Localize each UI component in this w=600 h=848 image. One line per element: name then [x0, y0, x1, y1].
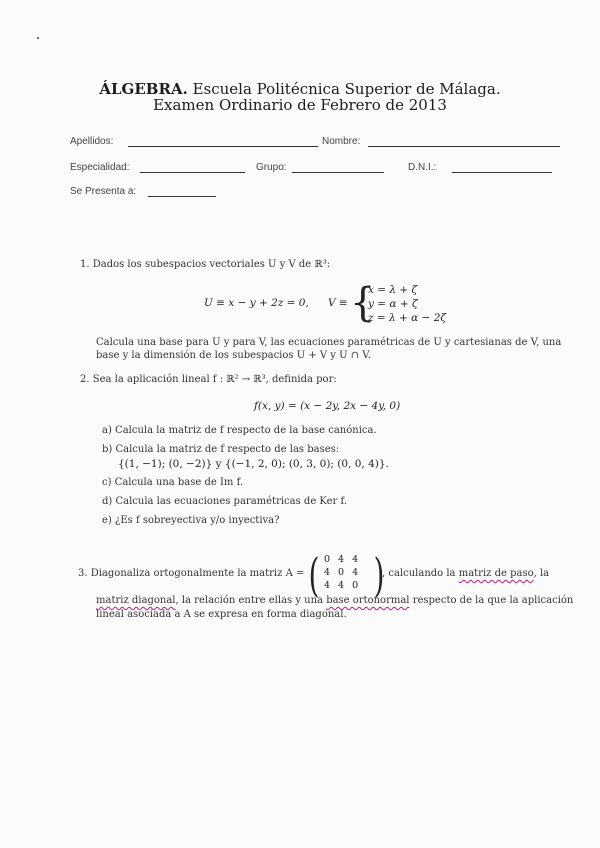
underlined-matriz-de-paso: matriz de paso [458, 568, 534, 579]
matrix-cell: 0 [338, 567, 345, 578]
dni-label: D.N.I.: [408, 162, 437, 173]
nombre-label: Nombre: [322, 136, 361, 147]
q3-line-3: lineal asociada a A se expresa en forma diagonal. [96, 609, 347, 620]
q1-v-brace: { [350, 280, 376, 326]
q2-intro: 2. Sea la aplicación lineal f : ℝ² → ℝ³, definida por: [80, 374, 337, 385]
exam-subtitle: Examen Ordinario de Febrero de 2013 [153, 96, 447, 114]
title-bold: ÁLGEBRA. [99, 80, 188, 98]
q2-item-d: d) Calcula las ecuaciones paramétricas de Ker f. [102, 496, 348, 507]
q1-body-1: Calcula una base para U y para V, las ecuaciones paramétricas de U y cartesianas de V, una [96, 337, 562, 348]
matrix-cell: 0 [324, 554, 331, 565]
matrix-cell: 4 [352, 554, 359, 565]
q3-line-2 [96, 595, 573, 607]
title-rest: Escuela Politécnica Superior de Málaga. [187, 80, 501, 98]
q1-v-line-2: y = α + ζ [368, 298, 418, 310]
matrix-row [320, 579, 362, 592]
matrix-cell: 4 [338, 554, 345, 565]
q1-u-equation: U ≡ x − y + 2z = 0, [204, 297, 309, 309]
underlined-matriz-diagonal: matriz diagonal [96, 595, 176, 606]
q3-line-1a: 3. Diagonaliza ortogonalmente la matriz A = [78, 568, 305, 579]
q3-text: , calculando la [382, 568, 456, 579]
grupo-label: Grupo: [256, 162, 287, 173]
dni-field[interactable] [452, 172, 552, 173]
apellidos-field[interactable] [128, 146, 318, 147]
q1-intro: 1. Dados los subespacios vectoriales U y V de ℝ³: [80, 259, 331, 270]
q1-v-line-3: z = λ + α − 2ζ [368, 312, 447, 324]
matrix-a [320, 553, 362, 592]
especialidad-label: Especialidad: [70, 162, 130, 173]
q2-item-e: e) ¿Es f sobreyectiva y/o inyectiva? [102, 515, 280, 526]
matrix-left-paren: ( [308, 548, 320, 602]
q3-line-1b [382, 568, 549, 580]
matrix-right-paren: ) [373, 548, 385, 602]
q3-text: , la relación entre ellas y una [175, 595, 323, 606]
q2-bases: {(1, −1); (0, −2)} y {(−1, 2, 0); (0, 3, 0); (0, 0, 4)}. [118, 458, 389, 470]
q3-text: , la [533, 568, 550, 579]
q3-text: respecto de la que la aplicación [412, 595, 574, 606]
matrix-cell: 4 [324, 580, 331, 591]
se-presenta-field[interactable] [148, 196, 216, 197]
matrix-cell: 4 [352, 567, 359, 578]
matrix-cell: 4 [338, 580, 345, 591]
nombre-field[interactable] [368, 146, 560, 147]
q1-body-2: base y la dimensión de los subespacios U + V y U ∩ V. [96, 350, 371, 361]
q2-item-b: b) Calcula la matriz de f respecto de las bases: [102, 444, 340, 455]
q1-v-line-1: x = λ + ζ [368, 284, 418, 296]
scan-speck [37, 37, 39, 39]
matrix-row [320, 566, 362, 579]
q2-item-c: c) Calcula una base de Im f. [102, 477, 244, 488]
underlined-base-ortonormal: base ortonormal [326, 595, 410, 606]
matrix-cell: 4 [324, 567, 331, 578]
matrix-row [320, 553, 362, 566]
matrix-cell: 0 [352, 580, 359, 591]
especialidad-field[interactable] [140, 172, 245, 173]
se-presenta-label: Se Presenta a: [70, 186, 137, 197]
q2-item-a: a) Calcula la matriz de f respecto de la base canónica. [102, 425, 377, 436]
q2-formula: f(x, y) = (x − 2y, 2x − 4y, 0) [254, 400, 401, 412]
q1-v-label: V ≡ [328, 297, 348, 309]
grupo-field[interactable] [292, 172, 384, 173]
apellidos-label: Apellidos: [70, 136, 114, 147]
